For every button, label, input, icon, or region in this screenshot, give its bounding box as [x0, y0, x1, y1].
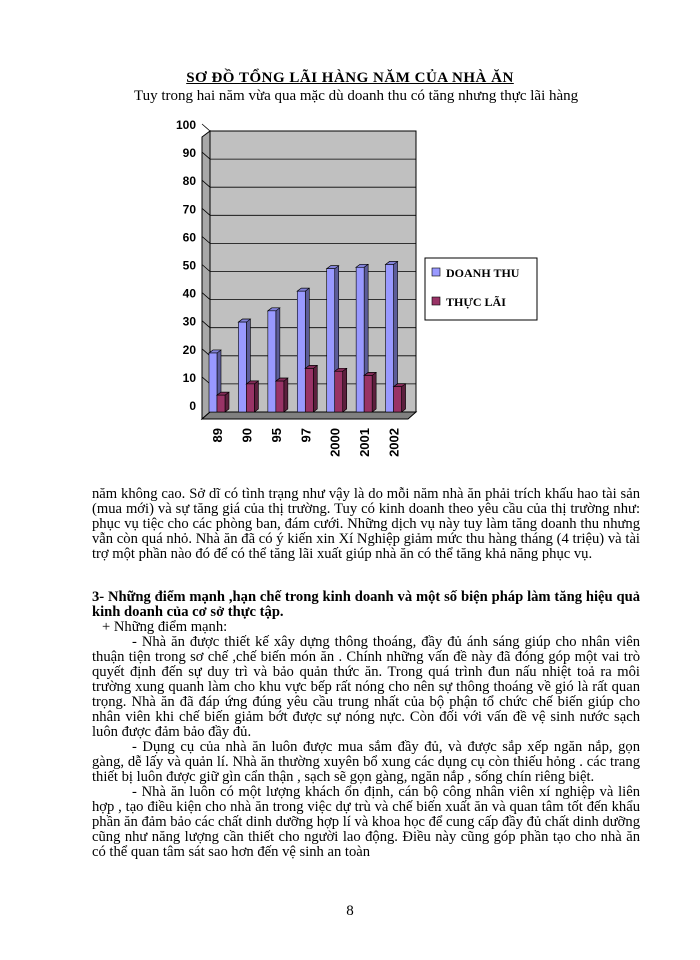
y-tick-label: 60 — [182, 230, 196, 245]
legend-label-doanh-thu: DOANH THU — [446, 266, 520, 280]
paragraph-strength-1: - Nhà ăn được thiết kế xây dựng thông thoáng, đầy đủ ánh sáng giúp cho nhân viên thuận tiện trong sơ chế ,chế biến món ăn . Chính những vấn đề này đã đóng góp một vai trò quyết định đến sự duy trì và bảo quản thức ăn. Trong quá trình đun nấu nhiệt toả ra môi trường xung quanh làm cho khu vực bếp rất nóng cho nên sự thông thoáng về gió là rất quan trọng. Nhà ăn đã đáp ứng đúng yêu cầu trung nhất của bộ phận tổ chức chế biến giúp cho nhân viên khi chế biến giảm bớt được sự nóng nực. Còn đối với vấn đề vệ sinh nước sạch luôn được đảm bảo đầy đủ. — [92, 634, 640, 740]
bar-doanh-thu-front — [386, 264, 394, 412]
strengths-subheading: + Những điểm mạnh: — [102, 619, 228, 635]
bar-thuc-lai — [394, 384, 406, 412]
y-tick-label: 70 — [182, 202, 196, 217]
bar-thuc-lai — [364, 372, 376, 412]
bar-thuc-lai — [335, 368, 347, 412]
chart-title: SƠ ĐỒ TỔNG LÃI HÀNG NĂM CỦA NHÀ ĂN — [186, 70, 514, 86]
x-tick-label: 90 — [239, 428, 255, 443]
paragraph-1: năm không cao. Sở dĩ có tình trạng như vậy là do mỗi năm nhà ăn phải trích khấu hao tài sản (mua mới) và sự tăng giá của thị trường. Tuy có kinh doanh theo yêu cầu của thị trường như: phục vụ tiệc cho các phòng ban, đám cưới. Những dịch vụ này tuy làm tăng doanh thu nhưng vẫn còn quá nhỏ. Nhà ăn đã có ý kiến xin Xí Nghiệp giảm mức thu hàng tháng (4 triệu) và tài trợ một phần nào đó để có thể tăng lãi xuất giúp nhà ăn có thể tăng khả năng phục vụ. — [92, 486, 640, 562]
y-tick-label: 100 — [175, 118, 196, 132]
y-tick-label: 40 — [182, 286, 196, 301]
paragraph-strength-2: - Dụng cụ của nhà ăn luôn được mua sắm đầy đủ, và được sắp xếp ngăn nắp, gọn gàng, dễ lấy và quản lí. Nhà ăn thường xuyên bổ xung các dụng cụ còn thiếu hỏng . các trang thiết bị luôn được giữ gìn cẩn thận , sạch sẽ gọn gàng, ngăn nắp , sống chín riêng biệt. — [92, 739, 640, 785]
bar-thuc-lai — [305, 365, 317, 412]
bar-doanh-thu-front — [209, 353, 217, 412]
y-tick-label: 0 — [189, 399, 196, 413]
bar-thuc-lai — [276, 378, 288, 412]
bar-thuc-lai-front — [246, 384, 254, 412]
x-tick-label: 95 — [268, 428, 284, 443]
x-tick-label: 2000 — [327, 428, 343, 457]
y-tick-label: 50 — [182, 258, 196, 273]
bar-thuc-lai-front — [276, 381, 284, 412]
gridline — [202, 124, 416, 131]
legend-swatch-thuc-lai — [432, 297, 440, 305]
y-tick-label: 90 — [182, 146, 196, 161]
legend-swatch-doanh-thu — [432, 268, 440, 276]
y-tick-label: 10 — [182, 370, 196, 385]
bar-thuc-lai — [246, 381, 258, 412]
bar-thuc-lai-front — [335, 371, 343, 412]
x-tick-label: 2001 — [357, 428, 373, 457]
bar-doanh-thu-front — [238, 322, 246, 412]
x-tick-label: 97 — [298, 428, 314, 443]
bar-thuc-lai-front — [217, 395, 225, 412]
bar-thuc-lai-front — [305, 368, 313, 412]
x-tick-label: 2002 — [386, 428, 402, 457]
bar-thuc-lai — [217, 392, 229, 412]
paragraph-strength-3: - Nhà ăn luôn có một lượng khách ổn định, cán bộ công nhân viên xí nghiệp và liên hợp , tạo điều kiện cho nhà ăn trong việc dự trù và chế biến xuất ăn và quan tâm tốt đến khẩu phần ăn đảm bảo các chất dinh dưỡng hợp lí và khoa học để cung cấp đầy đủ chất dinh dưỡng cũng như năng lượng cần thiết cho người lao động. Điều này cũng góp phần tạo cho nhà ăn có thể quan tâm sát sao hơn đến vệ sinh an toàn — [92, 784, 640, 860]
y-tick-label: 30 — [182, 314, 196, 329]
bar-doanh-thu-front — [297, 291, 305, 412]
chart-floor — [202, 412, 416, 419]
page-number: 8 — [346, 903, 354, 919]
bar-doanh-thu-front — [327, 269, 335, 412]
bar-doanh-thu-front — [356, 267, 364, 412]
section-heading: 3- Những điểm mạnh ,hạn chế trong kinh doanh và một số biện pháp làm tăng hiệu quả kinh doanh của cơ sở thực tập. — [92, 589, 640, 620]
section-strengths — [92, 590, 640, 860]
y-tick-label: 20 — [182, 342, 196, 357]
legend-label-thuc-lai: THỰC LÃI — [446, 295, 506, 309]
y-tick-label: 80 — [182, 174, 196, 189]
bar-thuc-lai-front — [394, 387, 402, 412]
intro-line: Tuy trong hai năm vừa qua mặc dù doanh thu có tăng nhưng thực lãi hàng — [134, 88, 579, 104]
bar-thuc-lai-front — [364, 375, 372, 412]
bar-doanh-thu-front — [268, 311, 276, 412]
paragraph-profit-explanation — [92, 487, 640, 562]
x-tick-label: 89 — [210, 428, 225, 443]
